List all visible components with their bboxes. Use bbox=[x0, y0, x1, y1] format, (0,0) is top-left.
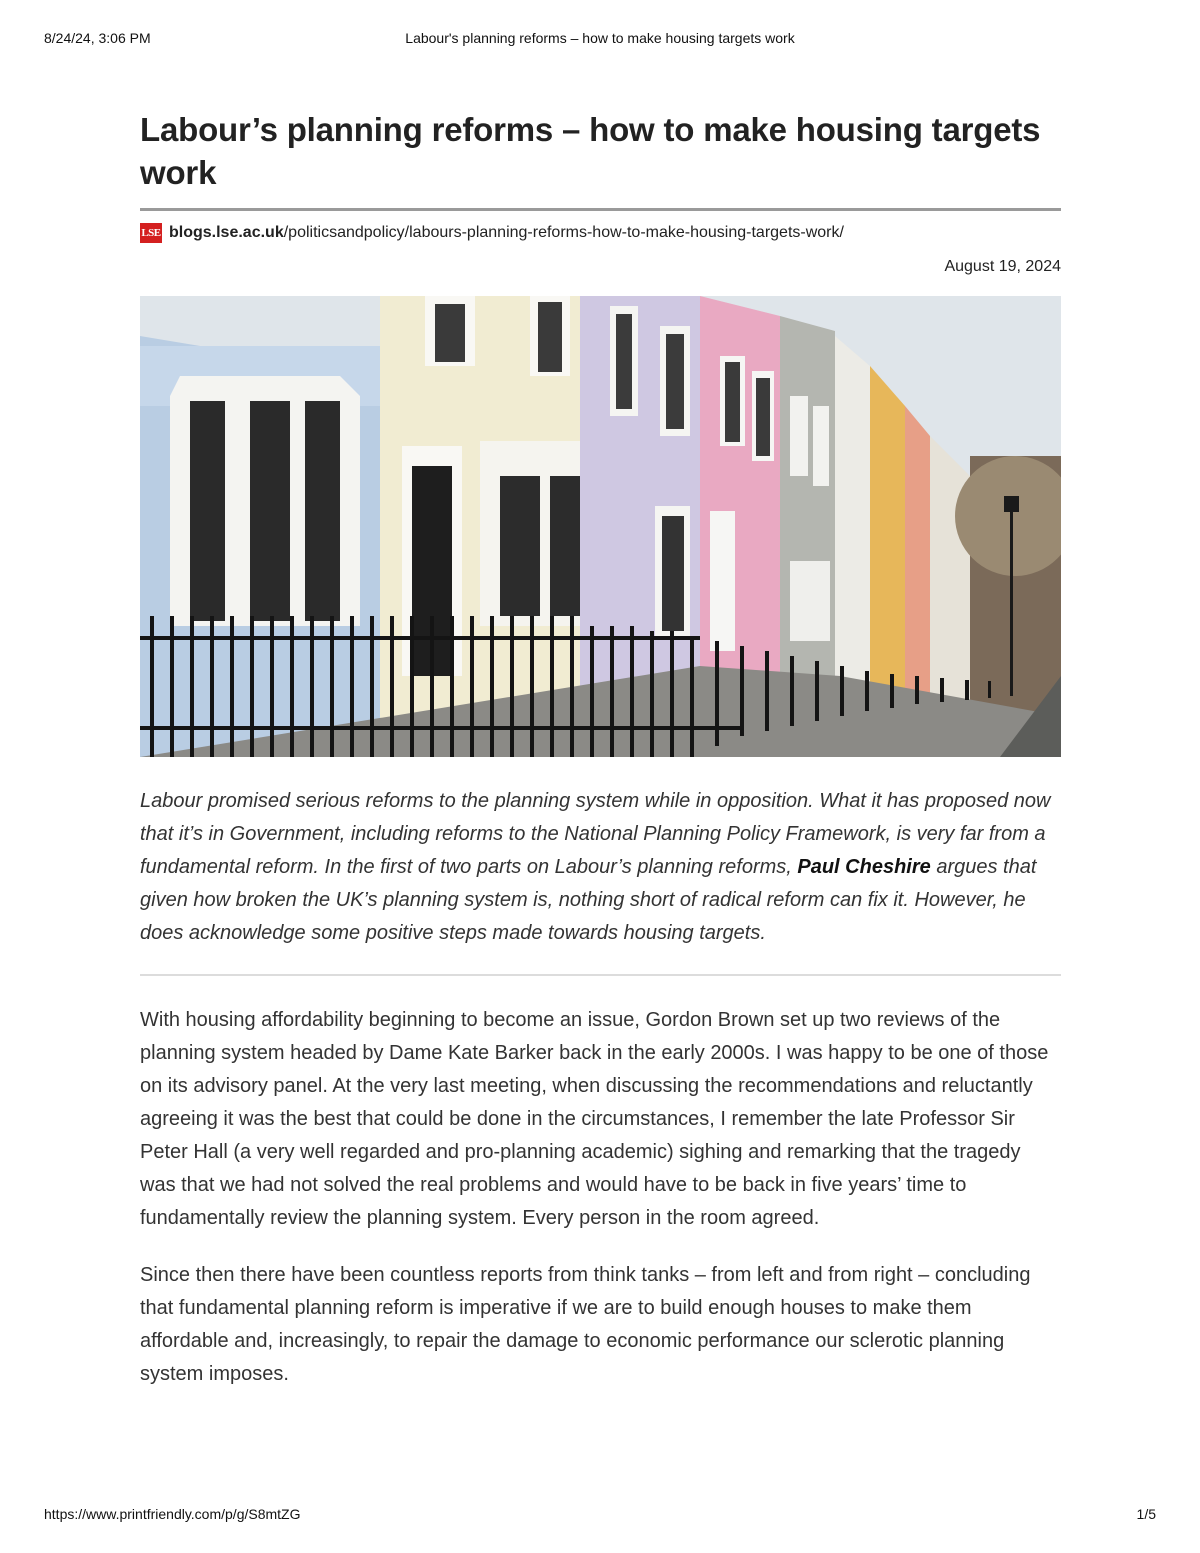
standfirst bbox=[140, 785, 1061, 950]
source-link[interactable] bbox=[140, 222, 1061, 244]
print-timestamp: 8/24/24, 3:06 PM bbox=[44, 30, 151, 46]
standfirst-text-after: argues that given how broken the UK’s planning system is, nothing short of radical reform can fix it. However, he does acknowledge some positive steps made towards housing targets. bbox=[140, 856, 1037, 944]
article bbox=[140, 108, 1061, 1391]
standfirst-text-before: Labour promised serious reforms to the planning system while in opposition. What it has proposed now that it’s in Government, including reforms to the National Planning Policy Framework, is very far from a fundamental reform. In the first of two parts on Labour’s planning reforms, bbox=[140, 790, 1051, 878]
print-footer-url: https://www.printfriendly.com/p/g/S8mtZG bbox=[44, 1506, 301, 1522]
print-header bbox=[44, 30, 1156, 50]
article-title: Labour’s planning reforms – how to make housing targets work bbox=[140, 111, 1041, 191]
publish-date: August 19, 2024 bbox=[944, 258, 1061, 275]
lse-logo-icon: LSE bbox=[140, 223, 162, 243]
print-doc-title: Labour's planning reforms – how to make housing targets work bbox=[405, 30, 795, 46]
body-paragraph: Since then there have been countless reports from think tanks – from left and from right – concluding that fundamental planning reform is imperative if we are to build enough houses to make them affordable and, increasingly, to repair the damage to economic performance our sclerotic planning system imposes. bbox=[140, 1264, 1031, 1385]
body-paragraph: With housing affordability beginning to become an issue, Gordon Brown set up two reviews of the planning system headed by Dame Kate Barker back in the early 2000s. I was happy to be one of those on its advisory panel. At the very last meeting, when discussing the recommendations and reluctantly agreeing it was the best that could be done in the circumstances, I remember the late Professor Sir Peter Hall (a very well regarded and pro-planning academic) sighing and remarking that the tragedy was that we had not solved the real problems and would have to be back in five years’ time to fundamentally review the planning system. Every person in the room agreed. bbox=[140, 1009, 1049, 1229]
hero-image-terraced-houses bbox=[140, 296, 1061, 757]
title-divider bbox=[140, 208, 1061, 211]
source-domain[interactable]: blogs.lse.ac.uk bbox=[169, 224, 284, 241]
standfirst-divider bbox=[140, 974, 1061, 976]
page-indicator: 1/5 bbox=[1136, 1506, 1156, 1522]
print-footer bbox=[44, 1506, 1156, 1526]
source-path[interactable]: /politicsandpolicy/labours-planning-reforms-how-to-make-housing-targets-work/ bbox=[283, 224, 844, 241]
author-link[interactable]: Paul Cheshire bbox=[797, 856, 931, 878]
